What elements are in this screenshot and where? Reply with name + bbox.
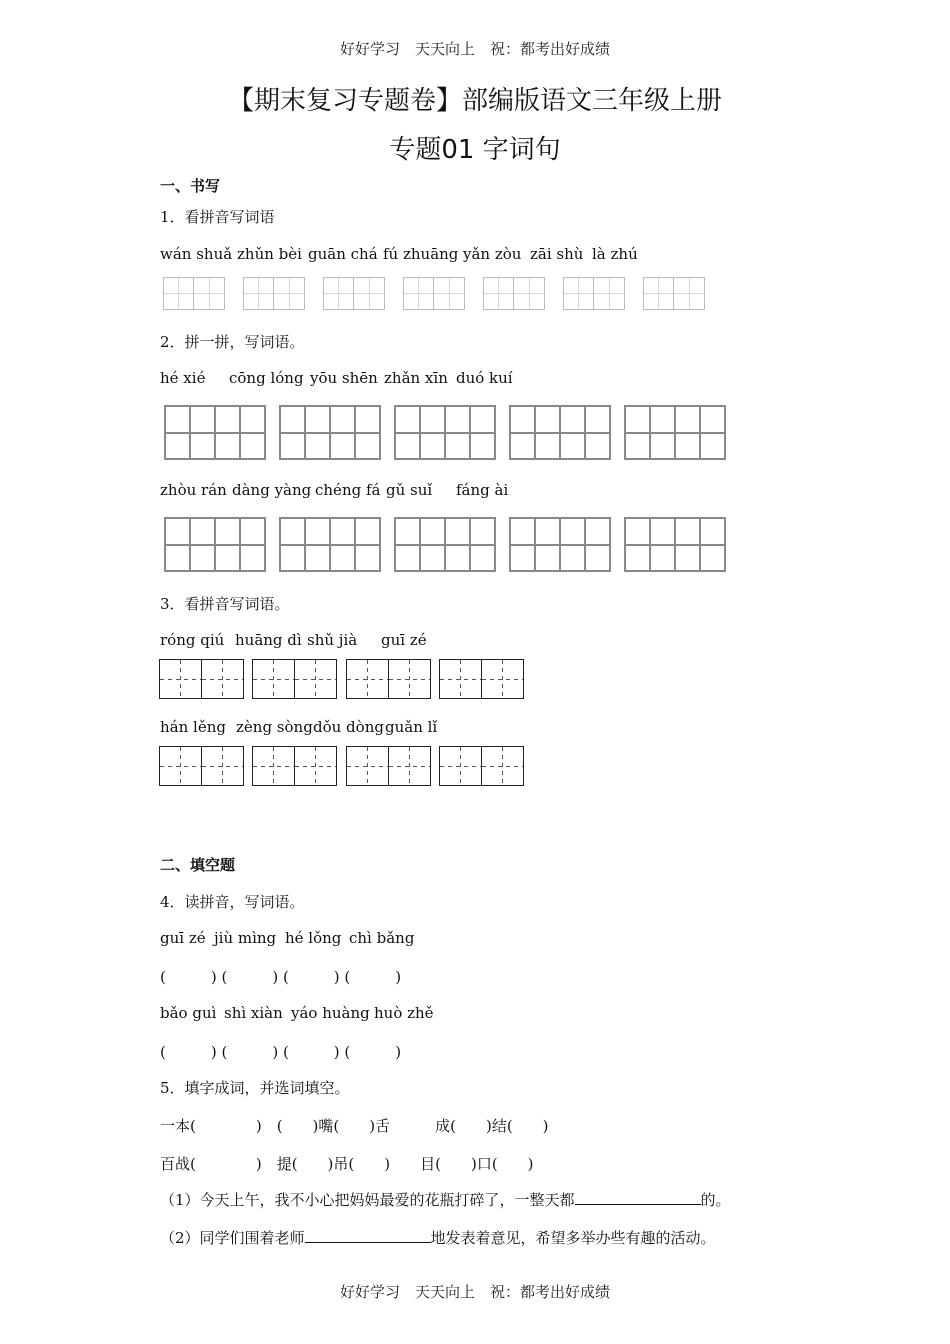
- question-5-label: 5．填字成词，并选词填空。: [160, 1079, 350, 1097]
- q1-writing-grid-2[interactable]: [243, 277, 305, 310]
- q2-writing-grid-3[interactable]: [394, 405, 496, 460]
- q4-answer-brackets-1[interactable]: ( ) ( ) ( ) ( ): [160, 968, 402, 986]
- q5-sentence-2-blank[interactable]: [305, 1228, 431, 1243]
- q2-pinyin-5: duó kuí: [456, 369, 513, 387]
- q2-writing-grid-6[interactable]: [164, 517, 266, 572]
- page-title: 【期末复习专题卷】部编版语文三年级上册: [227, 86, 722, 116]
- question-4-label: 4．读拼音，写词语。: [160, 893, 305, 911]
- q1-writing-grid-1[interactable]: [163, 277, 225, 310]
- q2-writing-grid-10[interactable]: [624, 517, 726, 572]
- q2-pinyin-3: yōu shēn: [310, 369, 378, 387]
- q1-writing-grid-3[interactable]: [323, 277, 385, 310]
- q3-writing-grid-1[interactable]: [159, 659, 244, 699]
- q4-pinyin-6: shì xiàn: [224, 1004, 283, 1022]
- q3-pinyin-7: dǒu dòng: [313, 718, 384, 736]
- q1-writing-grid-6[interactable]: [563, 277, 625, 310]
- q3-pinyin-2: huāng dì: [235, 631, 302, 649]
- section-writing-heading: 一、书写: [160, 177, 221, 195]
- q5-sentence-1-blank[interactable]: [575, 1190, 701, 1205]
- q2-pinyin-8: chéng fá: [315, 481, 381, 499]
- q2-writing-grid-9[interactable]: [509, 517, 611, 572]
- q3-writing-grid-3[interactable]: [346, 659, 431, 699]
- q2-writing-grid-8[interactable]: [394, 517, 496, 572]
- q3-writing-grid-7[interactable]: [346, 746, 431, 786]
- page-header: 好好学习 天天向上 祝：都考出好成绩: [339, 40, 610, 58]
- q1-writing-grid-5[interactable]: [483, 277, 545, 310]
- section-fill-blank-heading: 二、填空题: [160, 856, 236, 874]
- q4-answer-brackets-2[interactable]: ( ) ( ) ( ) ( ): [160, 1043, 402, 1061]
- q3-pinyin-4: guī zé: [381, 631, 427, 649]
- q2-writing-grid-5[interactable]: [624, 405, 726, 460]
- q1-pinyin-7: là zhú: [592, 245, 638, 263]
- q1-pinyin-5: yǎn zòu: [463, 245, 522, 263]
- q2-writing-grid-7[interactable]: [279, 517, 381, 572]
- q1-pinyin-3: guān chá: [308, 245, 378, 263]
- q3-pinyin-5: hán lěng: [160, 718, 226, 736]
- q5-fill-line-2[interactable]: 百战( ) 提( )吊( ) 目( )口( ): [160, 1155, 534, 1173]
- q2-writing-grid-1[interactable]: [164, 405, 266, 460]
- q3-pinyin-8: guǎn lǐ: [385, 718, 438, 736]
- question-1-label: 1．看拼音写词语: [160, 208, 275, 226]
- q5-sentence-1-start: （1）今天上午，我不小心把妈妈最爱的花瓶打碎了，一整天都: [160, 1191, 575, 1209]
- q2-writing-grid-4[interactable]: [509, 405, 611, 460]
- q3-writing-grid-6[interactable]: [252, 746, 337, 786]
- q2-pinyin-7: dàng yàng: [232, 481, 312, 499]
- q1-pinyin-1: wán shuǎ: [160, 245, 233, 263]
- q5-sentence-1: [160, 1189, 731, 1210]
- q2-pinyin-2: cōng lóng: [229, 369, 304, 387]
- q4-pinyin-5: bǎo guì: [160, 1004, 217, 1022]
- q3-pinyin-1: róng qiú: [160, 631, 225, 649]
- q2-pinyin-6: zhòu rán: [160, 481, 227, 499]
- q4-pinyin-7: yáo huàng: [291, 1004, 370, 1022]
- q5-sentence-2-start: （2）同学们围着老师: [160, 1229, 305, 1247]
- q1-writing-grid-7[interactable]: [643, 277, 705, 310]
- q1-pinyin-2: zhǔn bèi: [237, 245, 302, 263]
- q3-writing-grid-8[interactable]: [439, 746, 524, 786]
- q2-pinyin-9: gǔ suǐ: [386, 481, 433, 499]
- q4-pinyin-4: chì bǎng: [349, 929, 415, 947]
- q5-sentence-1-end: 的。: [700, 1191, 731, 1209]
- q1-pinyin-6: zāi shù: [530, 245, 584, 263]
- q4-pinyin-8: huò zhě: [374, 1004, 434, 1022]
- q1-writing-grid-4[interactable]: [403, 277, 465, 310]
- q3-writing-grid-2[interactable]: [252, 659, 337, 699]
- question-3-label: 3．看拼音写词语。: [160, 595, 290, 613]
- q2-pinyin-1: hé xié: [160, 369, 206, 387]
- q3-pinyin-3: shǔ jià: [307, 631, 358, 649]
- q5-sentence-2: [160, 1227, 716, 1248]
- page-subtitle: 专题01 字词句: [389, 135, 561, 165]
- q2-pinyin-10: fáng ài: [456, 481, 509, 499]
- q3-writing-grid-4[interactable]: [439, 659, 524, 699]
- q4-pinyin-2: jiù mìng: [214, 929, 277, 947]
- q4-pinyin-1: guī zé: [160, 929, 206, 947]
- q2-writing-grid-2[interactable]: [279, 405, 381, 460]
- q2-pinyin-4: zhǎn xīn: [384, 369, 448, 387]
- q5-fill-line-1[interactable]: 一本( ) ( )嘴( )舌 成( )结( ): [160, 1117, 549, 1135]
- q3-writing-grid-5[interactable]: [159, 746, 244, 786]
- q5-sentence-2-end: 地发表着意见，希望多举办些有趣的活动。: [430, 1229, 716, 1247]
- q1-pinyin-4: fú zhuāng: [383, 245, 459, 263]
- q4-pinyin-3: hé lǒng: [285, 929, 342, 947]
- page-footer: 好好学习 天天向上 祝：都考出好成绩: [339, 1283, 610, 1301]
- question-2-label: 2．拼一拼，写词语。: [160, 333, 305, 351]
- q3-pinyin-6: zèng sòng: [236, 718, 313, 736]
